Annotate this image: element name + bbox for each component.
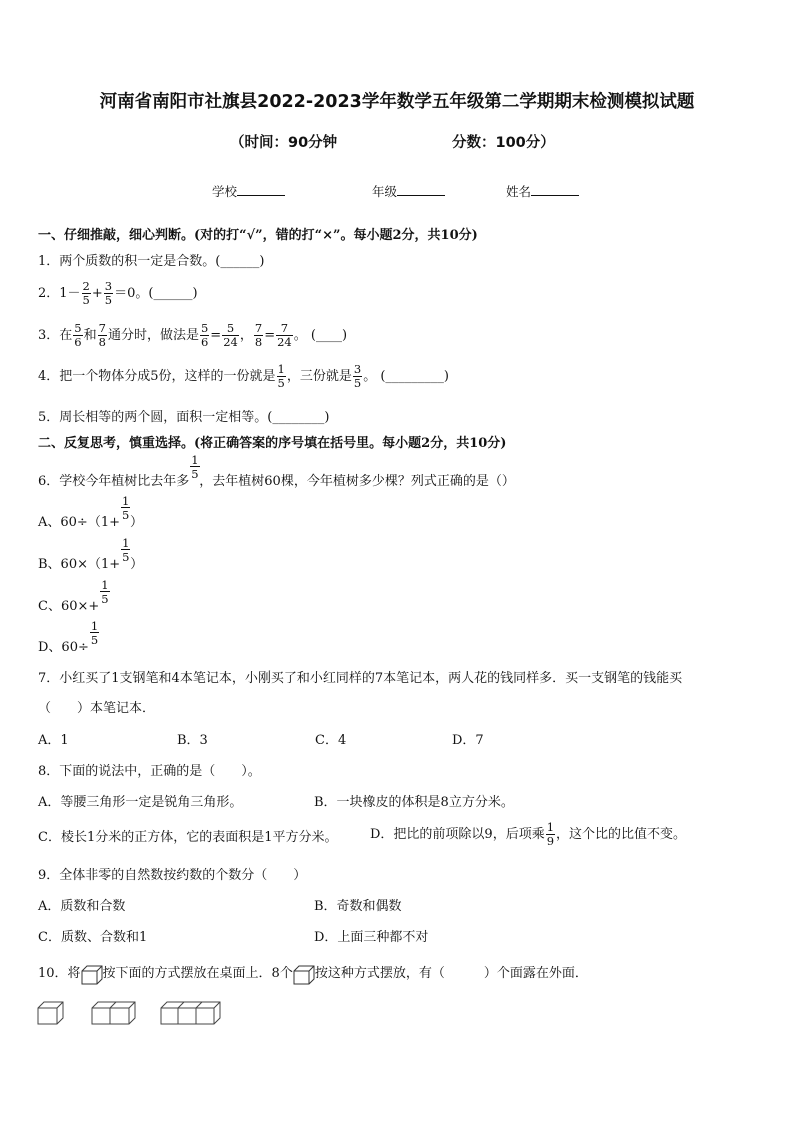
q6-option-d[interactable]: D、60÷ $\frac{1}{5}$ <box>38 619 99 655</box>
name-field[interactable] <box>506 182 579 200</box>
question-7-line-1: 7．小红买了1支钢笔和4本笔记本，小刚买了和小红同样的7本笔记本，两人花的钱同样多．买一支钢笔的钱能买 <box>38 671 683 686</box>
question-10: 10．将 按下面的方式摆放在桌面上．8个 按这种方式摆放，有（ ）个面露在外面． <box>38 962 588 983</box>
q6-option-c[interactable]: C、60×+ $\frac{1}{5}$ <box>38 578 109 614</box>
q6-option-a[interactable]: A、60÷（1+ $\frac{1}{5}$ ） <box>38 494 144 530</box>
cube-icon <box>293 965 315 983</box>
q6-option-b[interactable]: B、60×（1+ $\frac{1}{5}$ ） <box>38 536 144 572</box>
class-field[interactable] <box>372 182 445 200</box>
two-cubes-figure <box>90 1000 138 1026</box>
q9-option-d[interactable]: D．上面三种都不对 <box>314 930 429 945</box>
exam-score: 分数：100分） <box>452 135 555 151</box>
question-3: 3．在 $\frac{5}{6}$ 和 $\frac{7}{8}$ 通分时，做法是 $\frac{5}{6}$ = $\frac{5}{24}$ ， $\frac{7}{8}$ = $\frac{7}{24}$ 。 (____) <box>38 321 348 349</box>
section-2-heading: 二、反复思考，慎重选择。(将正确答案的序号填在括号里。每小题2分，共10分) <box>38 436 507 451</box>
school-field[interactable] <box>212 182 285 200</box>
question-6: 6．学校今年植树比去年多 $\frac{1}{5}$ ，去年植树60棵，今年植树多少棵？列式正确的是（） <box>38 453 515 489</box>
question-5: 5．周长相等的两个圆，面积一定相等。(________) <box>38 410 330 425</box>
q8-option-a[interactable]: A．等腰三角形一定是锐角三角形。 <box>38 795 243 810</box>
section-1-heading: 一、仔细推敲，细心判断。(对的打“√”，错的打“×”。每小题2分，共10分) <box>38 228 478 243</box>
q7-option-a[interactable]: A．1 <box>38 733 69 748</box>
exam-time: （时间：90分钟 <box>230 135 338 151</box>
q8-option-d[interactable]: D．把比的前项除以9，后项乘 $\frac{1}{9}$ ，这个比的比值不变。 <box>370 820 687 848</box>
three-cubes-figure <box>159 1000 223 1026</box>
question-1: 1．两个质数的积一定是合数。(______) <box>38 254 265 269</box>
question-4: 4．把一个物体分成5份，这样的一份就是 $\frac{1}{5}$ ，三份就是 $\frac{3}{5}$ 。 (_________) <box>38 362 449 390</box>
question-9: 9．全体非零的自然数按约数的个数分（ ） <box>38 868 307 883</box>
q7-option-c[interactable]: C．4 <box>315 733 347 748</box>
cube-icon <box>81 965 103 983</box>
q8-option-c[interactable]: C．棱长1分米的正方体，它的表面积是1平方分米。 <box>38 830 338 845</box>
name-label: 姓名 <box>506 184 532 199</box>
q7-option-d[interactable]: D．7 <box>452 733 484 748</box>
q9-option-c[interactable]: C．质数、合数和1 <box>38 930 148 945</box>
question-8: 8．下面的说法中，正确的是（ ）。 <box>38 764 261 779</box>
question-7-line-2: （ ）本笔记本． <box>38 701 156 716</box>
school-label: 学校 <box>212 184 238 199</box>
q9-option-a[interactable]: A．质数和合数 <box>38 899 126 914</box>
question-2: 2．1－ $\frac{2}{5}$ + $\frac{3}{5}$ ＝0。(______) <box>38 279 198 307</box>
class-label: 年级 <box>372 184 398 199</box>
q9-option-b[interactable]: B．奇数和偶数 <box>314 899 402 914</box>
page-title: 河南省南阳市社旗县2022-2023学年数学五年级第二学期期末检测模拟试题 <box>99 92 695 112</box>
one-cube-figure <box>36 1000 66 1026</box>
q8-option-b[interactable]: B．一块橡皮的体积是8立方分米。 <box>314 795 514 810</box>
q7-option-b[interactable]: B．3 <box>177 733 208 748</box>
